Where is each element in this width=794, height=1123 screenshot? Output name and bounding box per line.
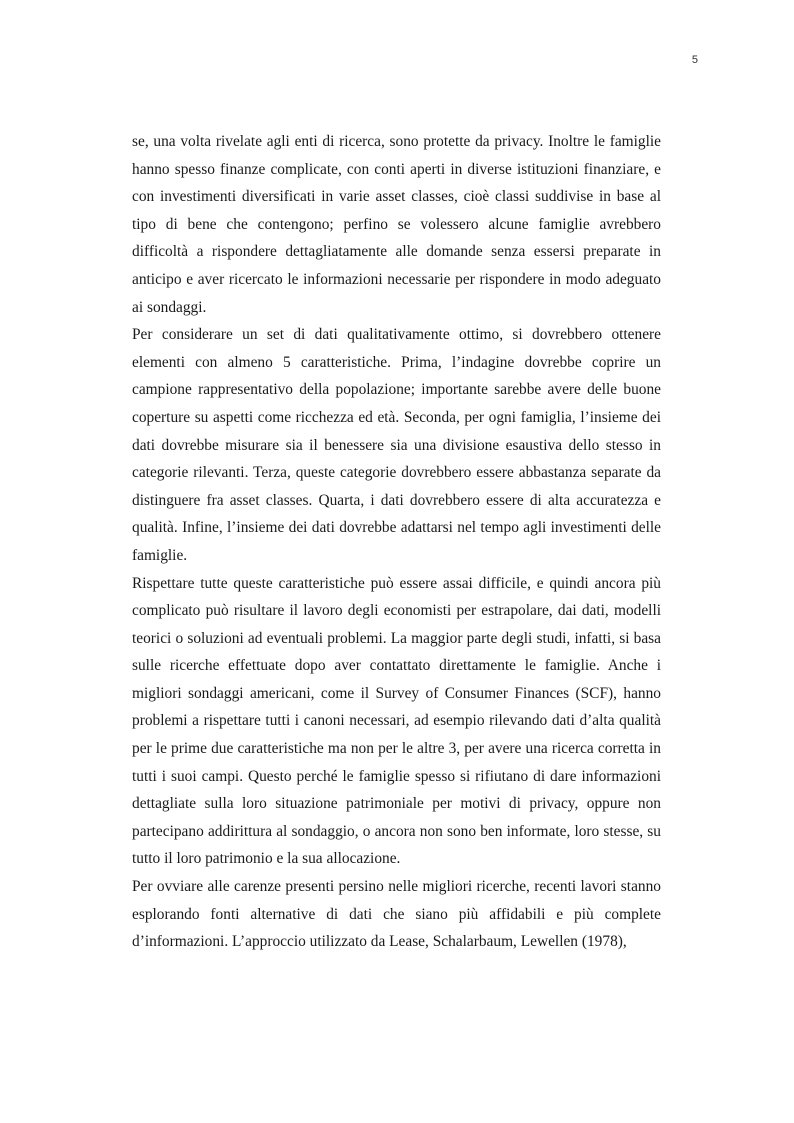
paragraph-data-characteristics: Per considerare un set di dati qualitativamente ottimo, si dovrebbero ottenere elementi con almeno 5 caratteristiche. Prima, l’indagine dovrebbe coprire un campione rappresentativo della popolazione; importante sarebbe avere delle buone coperture su aspetti come ricchezza ed età. Seconda, per ogni famiglia, l’insieme dei dati dovrebbe misurare sia il benessere sia una divisione esaustiva dello stesso in categorie rilevanti. Terza, queste categorie dovrebbero essere abbastanza separate da distinguere fra asset classes. Quarta, i dati dovrebbero essere di alta accuratezza e qualità. Infine, l’insieme dei dati dovrebbe adattarsi nel tempo agli investimenti delle famiglie. (132, 326, 661, 564)
paragraph-alternative-sources: Per ovviare alle carenze presenti persino nelle migliori ricerche, recenti lavori stanno esplorando fonti alternative di dati che siano più affidabili e più complete d’informazioni. L’approccio utilizzato da Lease, Schalarbaum, Lewellen (1978), (132, 878, 661, 951)
body-text (132, 128, 661, 956)
page-number: 5 (691, 54, 698, 66)
paragraph-privacy-and-finances: se, una volta rivelate agli enti di ricerca, sono protette da privacy. Inoltre le famiglie hanno spesso finanze complicate, con conti aperti in diverse istituzioni finanziare, e con investimenti diversificati in varie asset classes, cioè classi suddivise in base al tipo di bene che contengono; perfino se volessero alcune famiglie avrebbero difficoltà a rispondere dettagliatamente alle domande senza essersi preparate in anticipo e aver ricercato le informazioni necessarie per rispondere in modo adeguato ai sondaggi. (132, 133, 661, 316)
paragraph-survey-difficulties: Rispettare tutte queste caratteristiche può essere assai difficile, e quindi ancora più complicato può risultare il lavoro degli economisti per estrapolare, dai dati, modelli teorici o soluzioni ad eventuali problemi. La maggior parte degli studi, infatti, si basa sulle ricerche effettuate dopo aver contattato direttamente le famiglie. Anche i migliori sondaggi americani, come il Survey of Consumer Finances (SCF), hanno problemi a rispettare tutti i canoni necessari, ad esempio rilevando dati d’alta qualità per le prime due caratteristiche ma non per le altre 3, per avere una ricerca corretta in tutti i suoi campi. Questo perché le famiglie spesso si rifiutano di dare informazioni dettagliate sulla loro situazione patrimoniale per motivi di privacy, oppure non partecipano addirittura al sondaggio, o ancora non sono ben informate, loro stesse, su tutto il loro patrimonio e la sua allocazione. (132, 574, 661, 868)
